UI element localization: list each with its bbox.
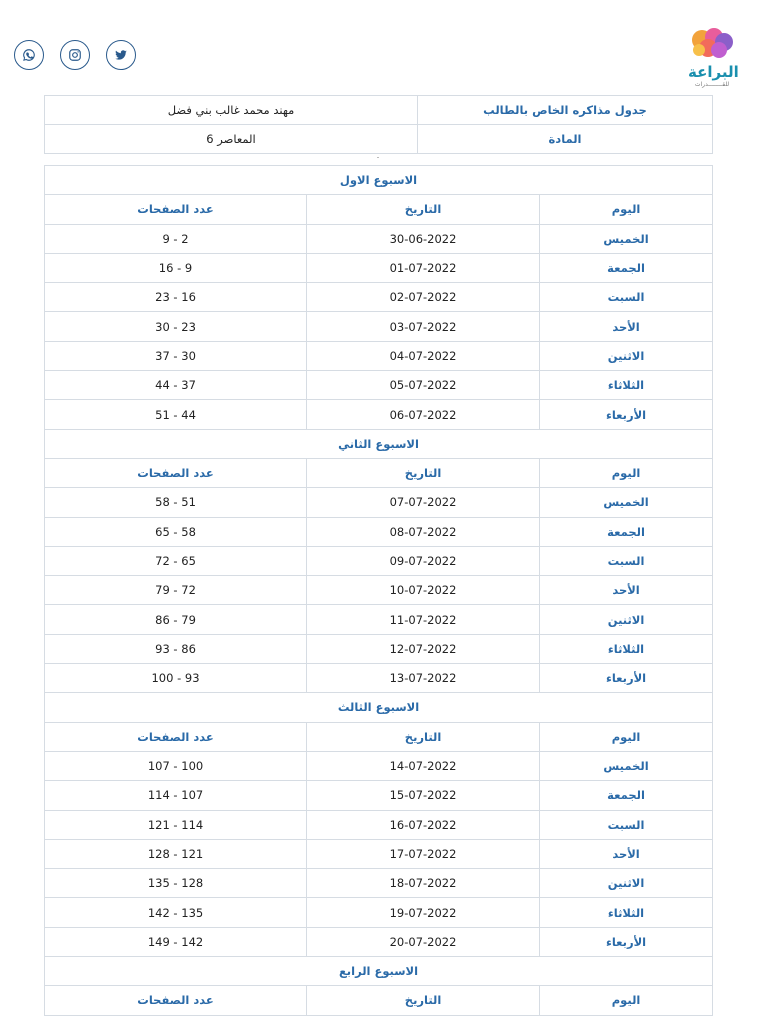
date-cell: 06-07-2022	[307, 400, 540, 429]
date-cell: 17-07-2022	[307, 839, 540, 868]
date-cell: 02-07-2022	[307, 283, 540, 312]
date-cell: 12-07-2022	[307, 634, 540, 663]
pages-cell: 23 - 30	[45, 312, 307, 341]
date-cell: 16-07-2022	[307, 810, 540, 839]
day-cell: الأحد	[540, 312, 713, 341]
instagram-icon[interactable]	[60, 40, 90, 70]
pages-cell: 93 - 100	[45, 664, 307, 693]
week-title-row	[45, 957, 713, 986]
day-cell: الأحد	[540, 839, 713, 868]
day-cell: الأربعاء	[540, 400, 713, 429]
day-cell: السبت	[540, 546, 713, 575]
table-row	[45, 371, 713, 400]
day-cell: الأحد	[540, 576, 713, 605]
table-row	[45, 810, 713, 839]
date-cell: 03-07-2022	[307, 312, 540, 341]
table-row	[45, 605, 713, 634]
date-column-header: التاريخ	[307, 986, 540, 1015]
table-row	[45, 517, 713, 546]
pages-cell: 100 - 107	[45, 751, 307, 780]
day-cell: الخميس	[540, 488, 713, 517]
date-cell: 18-07-2022	[307, 869, 540, 898]
day-cell: الجمعة	[540, 781, 713, 810]
date-cell: 10-07-2022	[307, 576, 540, 605]
pages-cell: 65 - 72	[45, 546, 307, 575]
pages-cell: 72 - 79	[45, 576, 307, 605]
date-cell: 15-07-2022	[307, 781, 540, 810]
day-cell: الثلاثاء	[540, 898, 713, 927]
week-title-row	[45, 693, 713, 722]
date-cell: 19-07-2022	[307, 898, 540, 927]
table-row	[45, 869, 713, 898]
day-cell: الاثنين	[540, 341, 713, 370]
day-cell: السبت	[540, 810, 713, 839]
subject-label: المادة	[418, 125, 713, 154]
pages-column-header: عدد الصفحات	[45, 722, 307, 751]
column-header-row	[45, 458, 713, 487]
pages-cell: 9 - 16	[45, 253, 307, 282]
day-cell: الأربعاء	[540, 664, 713, 693]
date-cell: 13-07-2022	[307, 664, 540, 693]
whatsapp-icon[interactable]	[14, 40, 44, 70]
table-row	[45, 400, 713, 429]
day-cell: الاثنين	[540, 605, 713, 634]
date-cell: 04-07-2022	[307, 341, 540, 370]
table-row	[45, 224, 713, 253]
date-cell: 08-07-2022	[307, 517, 540, 546]
week-title: الاسبوع الثالث	[45, 693, 713, 722]
day-cell: السبت	[540, 283, 713, 312]
pages-cell: 16 - 23	[45, 283, 307, 312]
brand-logo[interactable]	[688, 28, 739, 88]
pages-cell: 128 - 135	[45, 869, 307, 898]
pages-cell: 2 - 9	[45, 224, 307, 253]
pages-column-header: عدد الصفحات	[45, 195, 307, 224]
table-row	[45, 781, 713, 810]
twitter-icon[interactable]	[106, 40, 136, 70]
day-cell: الثلاثاء	[540, 634, 713, 663]
pages-cell: 44 - 51	[45, 400, 307, 429]
pages-cell: 107 - 114	[45, 781, 307, 810]
column-header-row	[45, 195, 713, 224]
pages-column-header: عدد الصفحات	[45, 986, 307, 1015]
table-row	[45, 898, 713, 927]
logo-subtext: للقــــــــدرات	[694, 81, 730, 88]
day-cell: الاثنين	[540, 869, 713, 898]
pages-cell: 135 - 142	[45, 898, 307, 927]
week-title: الاسبوع الثاني	[45, 429, 713, 458]
pages-cell: 121 - 128	[45, 839, 307, 868]
pages-cell: 114 - 121	[45, 810, 307, 839]
date-cell: 20-07-2022	[307, 927, 540, 956]
table-row	[45, 927, 713, 956]
schedule-title-label: جدول مذاكره الخاص بالطالب	[418, 96, 713, 125]
day-cell: الخميس	[540, 224, 713, 253]
date-cell: 14-07-2022	[307, 751, 540, 780]
day-cell: الجمعة	[540, 517, 713, 546]
table-row	[45, 312, 713, 341]
table-row	[45, 341, 713, 370]
pages-cell: 58 - 65	[45, 517, 307, 546]
date-column-header: التاريخ	[307, 458, 540, 487]
table-row	[45, 283, 713, 312]
day-column-header: اليوم	[540, 195, 713, 224]
pages-column-header: عدد الصفحات	[45, 458, 307, 487]
subject-value: المعاصر 6	[45, 125, 418, 154]
table-row	[45, 488, 713, 517]
divider-dot	[377, 157, 379, 158]
pages-cell: 79 - 86	[45, 605, 307, 634]
week-title: الاسبوع الاول	[45, 166, 713, 195]
table-row	[45, 751, 713, 780]
date-cell: 30-06-2022	[307, 224, 540, 253]
date-column-header: التاريخ	[307, 722, 540, 751]
date-cell: 01-07-2022	[307, 253, 540, 282]
date-column-header: التاريخ	[307, 195, 540, 224]
pages-cell: 37 - 44	[45, 371, 307, 400]
brain-logo-icon	[688, 28, 736, 64]
info-row	[45, 96, 713, 125]
week-title: الاسبوع الرابع	[45, 957, 713, 986]
day-column-header: اليوم	[540, 986, 713, 1015]
student-name: مهند محمد غالب بني فضل	[45, 96, 418, 125]
table-row	[45, 634, 713, 663]
day-cell: الثلاثاء	[540, 371, 713, 400]
day-cell: الخميس	[540, 751, 713, 780]
day-cell: الجمعة	[540, 253, 713, 282]
table-row	[45, 546, 713, 575]
day-column-header: اليوم	[540, 458, 713, 487]
column-header-row	[45, 986, 713, 1015]
date-cell: 09-07-2022	[307, 546, 540, 575]
table-row	[45, 839, 713, 868]
week-title-row	[45, 429, 713, 458]
day-column-header: اليوم	[540, 722, 713, 751]
week-title-row	[45, 166, 713, 195]
date-cell: 11-07-2022	[307, 605, 540, 634]
top-bar	[0, 0, 768, 92]
table-row	[45, 253, 713, 282]
date-cell: 05-07-2022	[307, 371, 540, 400]
table-row	[45, 576, 713, 605]
schedule-table	[44, 165, 713, 1016]
logo-text: البراعة	[688, 63, 739, 81]
pages-cell: 86 - 93	[45, 634, 307, 663]
student-info-table	[44, 95, 713, 154]
table-row	[45, 664, 713, 693]
pages-cell: 142 - 149	[45, 927, 307, 956]
day-cell: الأربعاء	[540, 927, 713, 956]
pages-cell: 51 - 58	[45, 488, 307, 517]
info-row	[45, 125, 713, 154]
column-header-row	[45, 722, 713, 751]
pages-cell: 30 - 37	[45, 341, 307, 370]
date-cell: 07-07-2022	[307, 488, 540, 517]
